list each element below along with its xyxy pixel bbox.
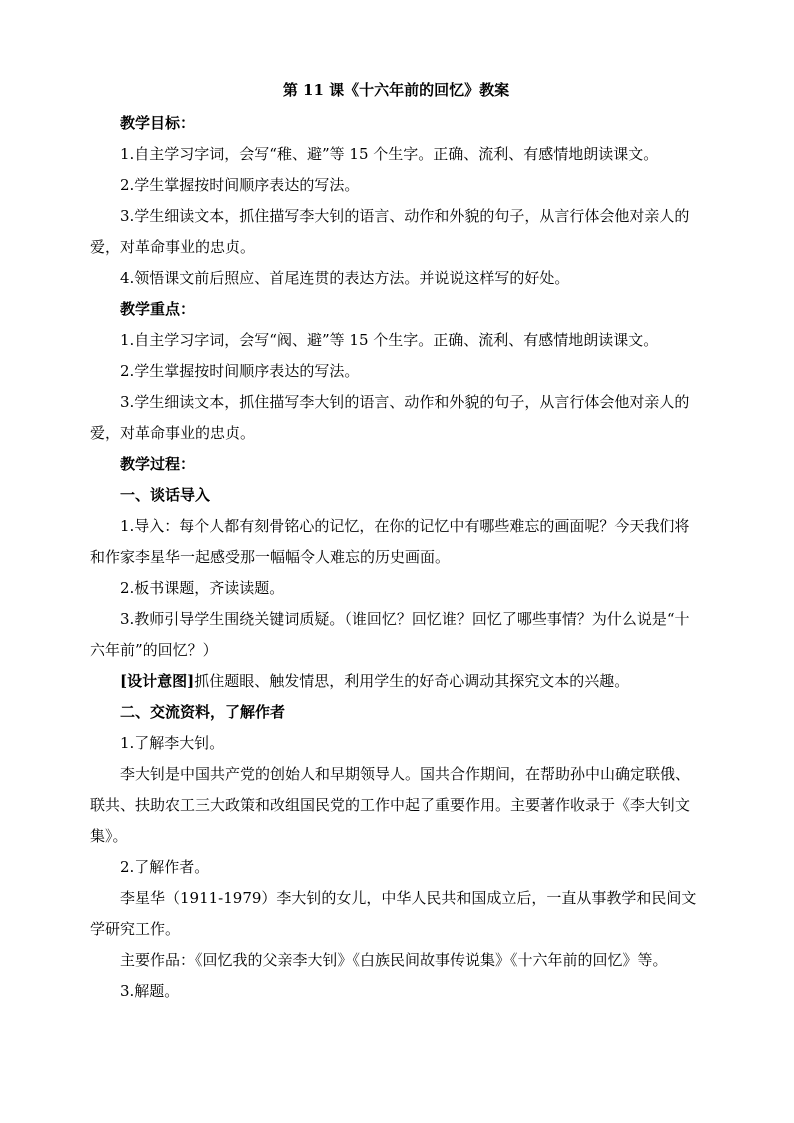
section1-heading: 一、谈话导入 (120, 486, 211, 504)
section2-paragraph-1: 李大钊是中国共产党的创始人和早期领导人。国共合作期间，在帮助孙中山确定联俄、联共、扶助农工三大政策和改组国民党的工作中起了重要作用。主要著作收录于《李大钊文集》。 (90, 765, 691, 845)
design-intent-text: 抓住题眼、触发情思，利用学生的好奇心调动其探究文本的兴趣。 (194, 672, 630, 690)
section2-item-3: 3.解题。 (120, 982, 180, 1000)
document-title: 第 11 课《十六年前的回忆》教案 (282, 81, 510, 99)
section2-item-1: 1.了解李大钊。 (120, 734, 225, 752)
section2-heading: 二、交流资料，了解作者 (120, 703, 286, 721)
goals-heading: 教学目标： (120, 114, 196, 132)
goal-item-2: 2.学生掌握按时间顺序表达的写法。 (120, 176, 360, 194)
design-intent-tag: [设计意图] (120, 672, 195, 690)
key-point-3: 3.学生细读文本，抓住描写李大钊的语言、动作和外貌的句子，从言行体会他对亲人的爱，对革命事业的忠贞。 (90, 393, 690, 442)
design-intent (90, 666, 702, 697)
section1-item-3: 3.教师引导学生围绕关键词质疑。（谁回忆？回忆谁？回忆了哪些事情？为什么说是“十六年前”的回忆？） (90, 610, 690, 659)
goal-item-4: 4.领悟课文前后照应、首尾连贯的表达方法。并说说这样写的好处。 (120, 269, 570, 287)
section2-paragraph-2: 李星华（1911-1979）李大钊的女儿，中华人民共和国成立后，一直从事教学和民间文学研究工作。 (90, 889, 697, 938)
section2-item-2: 2.了解作者。 (120, 858, 210, 876)
goal-item-1: 1.自主学习字词，会写“稚、避”等 15 个生字。正确、流利、有感情地朗读课文。 (120, 145, 659, 163)
process-heading: 教学过程： (120, 455, 196, 473)
key-point-1: 1.自主学习字词，会写“阀、避”等 15 个生字。正确、流利、有感情地朗读课文。 (120, 331, 659, 349)
key-points-heading: 教学重点： (120, 300, 196, 318)
goal-item-3: 3.学生细读文本，抓住描写李大钊的语言、动作和外貌的句子，从言行体会他对亲人的爱，对革命事业的忠贞。 (90, 207, 690, 256)
key-point-2: 2.学生掌握按时间顺序表达的写法。 (120, 362, 360, 380)
section1-item-2: 2.板书课题，齐读读题。 (120, 579, 285, 597)
document-content (90, 77, 702, 1007)
section2-paragraph-3: 主要作品：《回忆我的父亲李大钊》《白族民间故事传说集》《十六年前的回忆》等。 (120, 951, 668, 969)
section1-item-1: 1.导入：每个人都有刻骨铭心的记忆，在你的记忆中有哪些难忘的画面呢？今天我们将和作家李星华一起感受那一幅幅令人难忘的历史画面。 (90, 517, 690, 566)
